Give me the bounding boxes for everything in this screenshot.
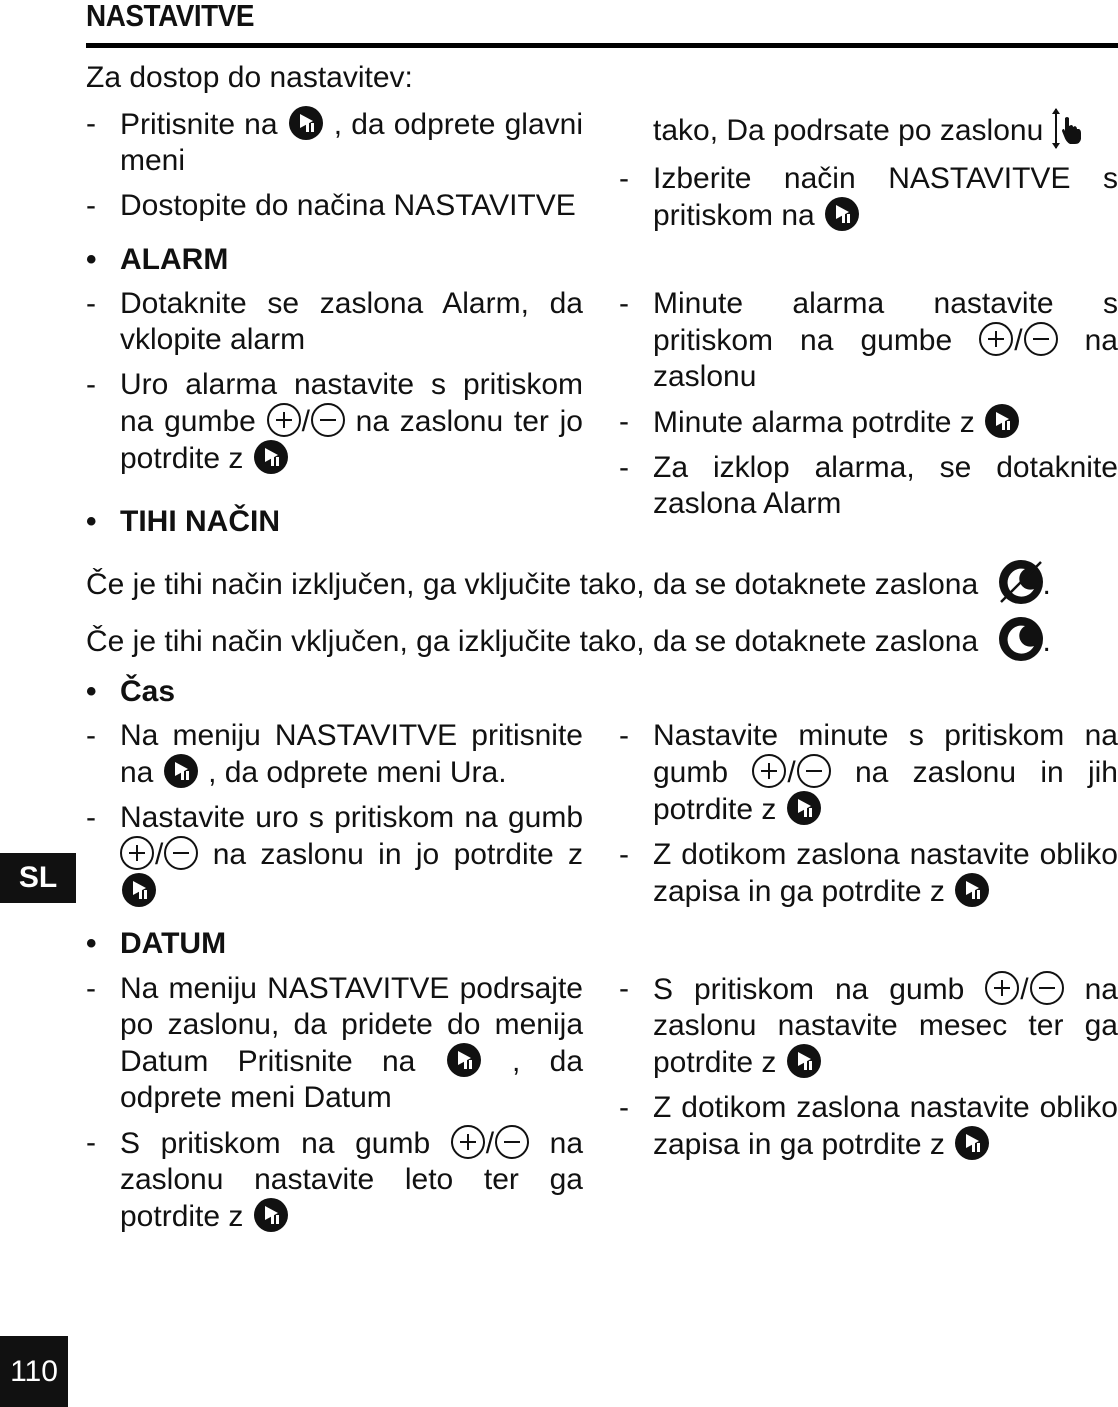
alarm-step-4: - Minute alarma potrdite z xyxy=(619,404,1118,441)
date-left-column xyxy=(86,971,583,1244)
alarm-heading: • ALARM xyxy=(86,243,229,276)
silent-off-moon-icon xyxy=(999,560,1043,604)
time-step-4: - Z dotikom zaslona nastavite obliko zapisa in ga potrdite z xyxy=(619,837,1118,910)
ok-button-icon xyxy=(955,873,989,907)
ok-button-icon xyxy=(122,873,156,907)
minus-icon xyxy=(495,1125,529,1159)
page-number: 110 xyxy=(0,1336,68,1407)
alarm-step-2: - Uro alarma nastavite s pritiskom na gumbe / na zaslonu ter jo potrdite z xyxy=(86,367,583,477)
alarm-step-5: - Za izklop alarma, se dotaknite zaslona Alarm xyxy=(619,450,1118,522)
time-right-column xyxy=(619,718,1118,919)
date-heading: • DATUM xyxy=(86,927,227,960)
minus-icon xyxy=(164,836,198,870)
date-step-3: - S pritiskom na gumb / na zaslonu nastavite mesec ter ga potrdite z xyxy=(619,971,1118,1081)
intro-step-2-continued: tako, Da podrsate po zaslonu xyxy=(619,106,1118,152)
minus-icon xyxy=(797,754,831,788)
ok-button-icon xyxy=(787,791,821,825)
ok-button-icon xyxy=(447,1043,481,1077)
plus-icon xyxy=(985,971,1019,1005)
ok-button-icon xyxy=(254,440,288,474)
ok-button-icon xyxy=(289,106,323,140)
plus-icon xyxy=(120,836,154,870)
silent-mode-line-2: Če je tihi način vključen, ga izključite tako, da se dotaknete zaslona . xyxy=(86,617,1116,661)
alarm-right-column xyxy=(619,286,1118,531)
ok-button-icon xyxy=(825,197,859,231)
silent-mode-line-1: Če je tihi način izključen, ga vključite tako, da se dotaknete zaslona . xyxy=(86,560,1116,604)
plus-icon xyxy=(267,403,301,437)
ok-button-icon xyxy=(787,1044,821,1078)
alarm-left-column xyxy=(86,286,583,486)
minus-icon xyxy=(311,403,345,437)
intro-lead: Za dostop do nastavitev: xyxy=(86,61,413,94)
ok-button-icon xyxy=(164,754,198,788)
intro-right-column xyxy=(619,106,1118,243)
date-right-column xyxy=(619,971,1118,1172)
date-step-1: - Na meniju NASTAVITVE podrsajte po zaslonu, da pridete do menija Datum Pritisnite na , da odprete meni Datum xyxy=(86,971,583,1116)
ok-button-icon xyxy=(955,1126,989,1160)
title-underline xyxy=(86,43,1118,48)
time-step-3: - Nastavite minute s pritiskom na gumb / na zaslonu in jih potrdite z xyxy=(619,718,1118,828)
minus-icon xyxy=(1024,322,1058,356)
ok-button-icon xyxy=(254,1198,288,1232)
time-heading: • Čas xyxy=(86,675,176,708)
plus-icon xyxy=(752,754,786,788)
alarm-step-3: - Minute alarma nastavite s pritiskom na gumbe / na zaslonu xyxy=(619,286,1118,395)
intro-step-3: - Izberite način NASTAVITVE s pritiskom na xyxy=(619,161,1118,234)
time-step-1: - Na meniju NASTAVITVE pritisnite na , da odprete meni Ura. xyxy=(86,718,583,791)
intro-step-1: - Pritisnite na , da odprete glavni meni xyxy=(86,106,583,179)
language-tab: SL xyxy=(0,853,76,903)
date-step-4: - Z dotikom zaslona nastavite obliko zapisa in ga potrdite z xyxy=(619,1090,1118,1163)
silent-mode-heading: • TIHI NAČIN xyxy=(86,505,280,538)
silent-on-moon-icon xyxy=(999,617,1043,661)
date-step-2: - S pritiskom na gumb / na zaslonu nastavite leto ter ga potrdite z xyxy=(86,1125,583,1235)
time-step-2: - Nastavite uro s pritiskom na gumb / na zaslonu in jo potrdite z xyxy=(86,800,583,910)
page-title: NASTAVITVE xyxy=(86,0,255,33)
minus-icon xyxy=(1030,971,1064,1005)
plus-icon xyxy=(451,1125,485,1159)
ok-button-icon xyxy=(985,404,1019,438)
swipe-gesture-icon xyxy=(1052,106,1082,152)
intro-left-column xyxy=(86,106,583,233)
time-left-column xyxy=(86,718,583,919)
intro-step-2: - Dostopite do načina NASTAVITVE xyxy=(86,188,583,224)
alarm-step-1: - Dotaknite se zaslona Alarm, da vklopite alarm xyxy=(86,286,583,358)
plus-icon xyxy=(979,322,1013,356)
